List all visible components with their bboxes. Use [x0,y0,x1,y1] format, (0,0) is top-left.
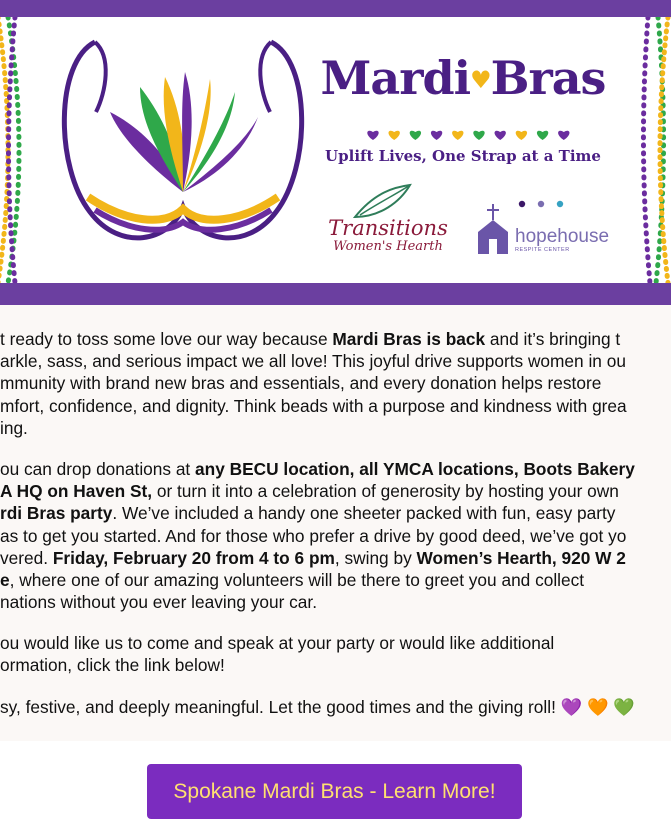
hopehouse-subname: RESPITE CENTER [515,247,570,253]
transitions-subname: Women's Hearth [333,239,443,254]
text-run: . We’ve included a handy one sheeter packed with fun, easy party [112,503,616,524]
heart-icon [431,131,442,140]
heart-icon [558,131,569,140]
text-run: ou would like us to come and speak at your party or would like additional [0,633,555,654]
text-line [0,395,671,417]
text-run: sy, festive, and deeply meaningful. Let the good times and the giving roll! 💜 🧡 💚 [0,696,635,717]
text-run: ou can drop donations at [0,458,196,479]
paragraph-gap [0,613,671,632]
body-paragraph [0,328,671,439]
heart-icon [410,131,421,140]
text-run: , where one of our amazing volunteers will be there to greet you and collect [9,569,585,590]
message-body [0,328,671,718]
banner-tagline: Uplift Lives, One Strap at a Time [325,147,601,165]
text-line [0,632,671,654]
heart-icon [367,131,378,140]
bold-text: Friday, February 20 from 4 to 6 pm [52,547,335,568]
text-run: and it’s bringing t [485,329,621,349]
text-line [0,547,671,569]
paragraph-gap [0,677,671,696]
text-line [0,525,671,547]
text-run: , swing by [334,547,417,568]
banner-title [318,51,608,105]
text-line [0,569,671,591]
hearts-row [367,131,569,140]
text-run: arkle, sass, and serious impact we all love! This joyful drive supports women in ou [0,351,626,372]
text-run: nations without you ever leaving your car. [0,592,318,613]
header-banner [0,0,671,305]
heart-icon [473,131,484,140]
text-line [0,350,671,372]
transitions-name: Transitions [328,216,448,240]
hopehouse-logo-text [515,227,609,253]
bold-text: A HQ on Haven St, [0,481,153,502]
heart-icon [516,131,527,140]
text-line [0,696,671,718]
text-line [0,328,671,350]
heart-icon [495,131,506,140]
transitions-leaf-icon [355,185,410,217]
body-paragraph [0,632,671,676]
hopehouse-name: hopehouse [515,226,610,247]
text-run: vered. [0,547,53,568]
text-run: as to get you started. And for those who prefer a drive by good deed, we’ve got yo [0,525,627,546]
text-line [0,480,671,502]
text-line [0,372,671,394]
text-run: mfort, confidence, and dignity. Think beads with a purpose and kindness with grea [0,395,627,416]
paragraph-gap [0,439,671,458]
text-line [0,654,671,676]
text-line [0,591,671,613]
right-bead-strand [643,17,668,283]
transitions-logo-text [318,217,458,255]
text-run: or turn it into a celebration of generosity by hosting your own [152,481,619,502]
bold-text: Mardi Bras is back [332,329,486,349]
text-run: ing. [0,417,28,438]
banner-title-word-2: Bras [490,51,606,105]
bold-text: any BECU location, all YMCA locations, Boots Bakery [195,458,635,479]
cta-section [0,741,671,839]
heart-icon [452,131,463,140]
text-line [0,502,671,524]
body-paragraph [0,458,671,613]
learn-more-button[interactable]: Spokane Mardi Bras - Learn More! [147,764,522,819]
bold-text: e [0,569,10,590]
text-run: ormation, click the link below! [0,655,225,676]
bold-text: rdi Bras party [0,503,113,524]
bold-text: Women’s Hearth, 920 W 2 [416,547,626,568]
text-run: t ready to toss some love our way because [0,329,333,349]
banner-image [0,17,671,283]
text-run: mmunity with brand new bras and essentials, and every donation helps restore [0,373,602,394]
bra-mask-illustration [64,42,301,238]
heart-icon [389,131,400,140]
body-paragraph [0,696,671,718]
text-line [0,458,671,480]
banner-title-word-1: Mardi [320,51,471,105]
text-line [0,417,671,439]
left-bead-strand [0,17,19,283]
heart-icon [537,131,548,140]
heart-icon: ♥ [470,65,491,94]
